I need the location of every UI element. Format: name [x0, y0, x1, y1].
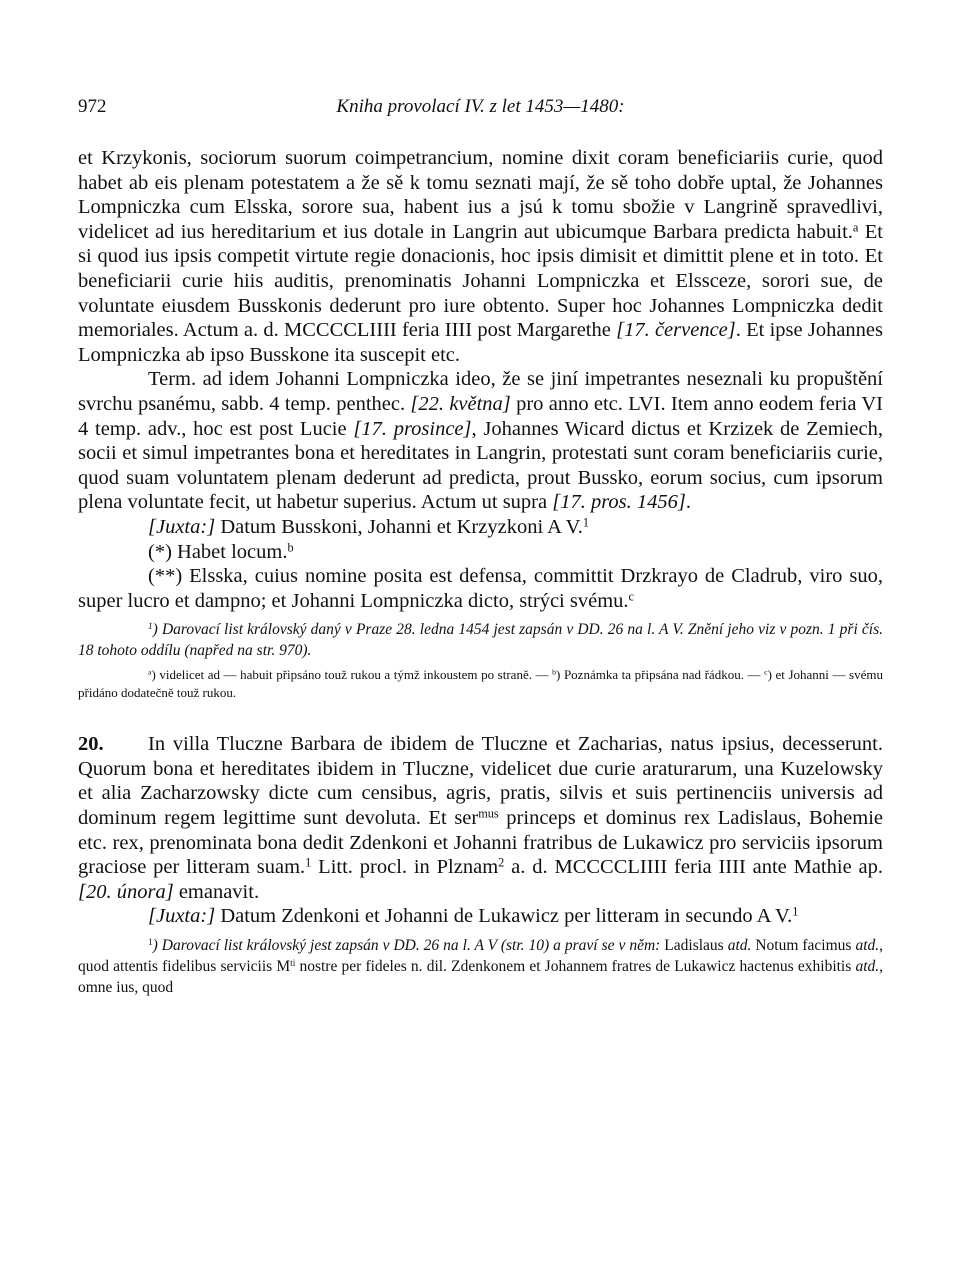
paragraph: Term. ad idem Johanni Lompniczka ideo, že se jiní impetrantes neseznali ku propuštění svrchu psanému, sabb. 4 temp. penthec. [22. května] pro anno etc. LVI. Item anno eodem feria VI 4 temp. adv., hoc est post Lucie [17. prosince], Johannes Wicard dictus et Krzizek de Zemiech, socii et simul impetrantes bona et hereditates in Langrin, protestati sunt coram beneficiariis curie, quod suam voluntatem plenam dederunt ad predicta, prout Bussko, eorum socius, cum ipsorum plena voluntate fecit, ut habetur superius. Actum ut supra [17. pros. 1456].	[78, 368, 883, 514]
paragraph: (**) Elsska, cuius nomine posita est defensa, committit Drzkrayo de Cladrub, viro suo, super lucro et dampno; et Johanni Lompniczka dicto, strýci svému.$^c$	[78, 565, 883, 612]
date-note: [17. prosince]	[353, 417, 472, 440]
page-header	[78, 96, 883, 122]
footnote: $^1$) Darovací list královský daný v Praze 28. ledna 1454 jest zapsán v DD. 26 na l. A V. Znění jeho viz v pozn. 1 při čís. 18 tohoto oddílu (napřed na str. 970).	[78, 621, 883, 660]
footnote-ref: 2	[498, 855, 505, 870]
paragraph: et Krzykonis, sociorum suorum coimpetrancium, nomine dixit coram beneficiariis curie, quod habet ab eis plenam potestatem a že sě k tomu seznati mají, že sě toho dobře uptal, že Johannes Lompniczka cum Elsska, sorore sua, habent ius a jsú k tomu sbožie v Langrině spravedlivi, videlicet ad ius hereditarium et ius dotale in Langrin aut ubicumque Barbara predicta habuit.$^a$ Et si quod ius ipsis competit virtute regie donacionis, hoc ipsis dimisit et dimittit plene et in toto. Et beneficiarii curie hiis auditis, prenominatis Johanni Lompniczka et Elssceze, sorori sue, de voluntate eiusdem Busskonis dederunt pro iure obtento. Super hoc Johannes Lompniczka dedit memoriales. Actum a. d. MCCCCLIIII feria IIII post Margarethe [17. července]. Et ipse Johannes Lompniczka ab ipso Busskone ita suscepit etc.	[78, 147, 883, 366]
juxta-note: [Juxta:] Datum Busskoni, Johanni et Krzyzkoni A V.$^1$	[148, 515, 590, 538]
document-page	[78, 96, 883, 998]
apparatus-mark: b	[287, 539, 294, 554]
footnote-ref: 1	[792, 904, 799, 919]
page-number: 972	[78, 96, 107, 117]
date-note: [17. pros. 1456]	[552, 491, 686, 514]
critical-apparatus: $^a$) videlicet ad — habuit připsáno touž rukou a týmž inkoustem po straně. — $^b$) Poznámka ta připsána nad řádkou. — $^c$) et Johanni — svému přidáno dodatečně touž rukou.	[78, 667, 883, 701]
juxta-note: [Juxta:] Datum Zdenkoni et Johanni de Lukawicz per litteram in secundo A V.$^1$	[148, 904, 799, 928]
date-note: [20. února]	[78, 880, 174, 903]
apparatus-mark: c	[628, 588, 634, 603]
date-note: [17. července]	[616, 319, 736, 342]
date-note: [22. května]	[410, 392, 511, 415]
entry-20-text	[78, 732, 883, 929]
running-title: Kniha provolací IV. z let 1453—1480:	[336, 96, 625, 117]
footnote-ref: 1	[305, 855, 312, 870]
footnotes-19	[78, 619, 883, 702]
paragraph: 20. In villa Tlucznе Barbara de ibidem de Tlucznе et Zacharias, natus ipsius, decesserunt. Quorum bona et hereditates ibidem in Tluczne, videlicet due curie araturarum, una Kuzelowsky et alia Zacharzowsky dicte cum censibus, agris, pratis, silvis et suis pertinenciis universis ad dominum regem legittime sunt devoluta. Et ser$^{mus}$ princeps et dominus rex Ladislaus, Bohemie etc. rex, prenominata bona dedit Zdenkoni et Johanni fratribus de Lukawicz pro serviciis ipsorum graciose per litteram suam.$^1$ Litt. procl. in Plznam$^2$ a. d. MCCCCLIIII feria IIII ante Mathie ap. [20. února] emanavit.	[78, 733, 883, 903]
apparatus-mark: a	[852, 220, 859, 235]
entry-number: 20.	[78, 733, 104, 756]
entry-19-text	[78, 146, 883, 613]
footnote: $^1$) Darovací list královský jest zapsán v DD. 26 na l. A V (str. 10) a praví se v něm: Ladislaus atd. Notum facimus atd., quod attentis fidelibus serviciis $M^{ti}$ nostre per fideles n. dil. Zdenkonem et Johannem fratres de Lukawicz hactenus exhibitis atd., omne ius, quod	[78, 937, 883, 997]
footnotes-20	[78, 935, 883, 998]
paragraph: (*) Habet locum.$^b$	[148, 539, 294, 563]
footnote-ref: 1	[582, 515, 590, 530]
